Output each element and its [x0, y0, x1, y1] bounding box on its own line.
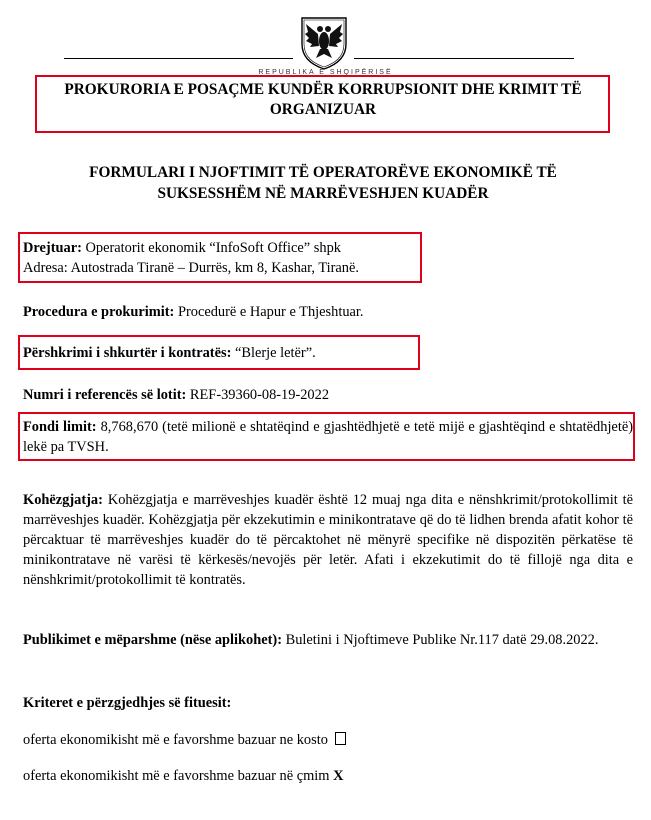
- procedure-label: Procedura e prokurimit:: [23, 304, 175, 320]
- contract-description-label: Përshkrimi i shkurtër i kontratës:: [23, 345, 232, 361]
- address-label: Adresa:: [23, 260, 68, 276]
- duration-value: Kohëzgjatja e marrëveshjes kuadër është 12 muaj nga dita e nënshkrimit/protokollimit të marrëveshjes kuadër. Kohëzgjatja për ekzekutimin e minikontratave që do të lidhen brenda afatit kohor të përcaktuar të marrëveshjes kuadër do të përcaktohet në mënyrë specifike në dispozitën përkatëse të minikontratave në varësi të kërkesës/nevojës për letër. Afati i ekzekutimit do të fillojë nga dita e nënshkrimit/protokollimit të kontratës.: [23, 492, 633, 588]
- addressee-block: [23, 238, 633, 278]
- criteria-label: Kriteret e përzgjedhjes së fituesit:: [23, 695, 232, 711]
- criteria-option-price: [23, 766, 633, 786]
- fund-paragraph: [23, 417, 633, 457]
- albanian-eagle-emblem-icon: [296, 14, 352, 70]
- duration-label: Kohëzgjatja:: [23, 492, 103, 508]
- reference-label: Numri i referencës së lotit:: [23, 387, 187, 403]
- form-title: FORMULARI I NJOFTIMIT TË OPERATORËVE EKONOMIKË TË SUKSESSHËM NË MARRËVESHJEN KUADËR: [89, 164, 557, 202]
- header-rule-right: [354, 58, 574, 59]
- procedure-line: [23, 302, 633, 322]
- fund-label: Fondi limit:: [23, 419, 97, 435]
- address-value: Autostrada Tiranë – Durrës, km 8, Kashar, Tiranë.: [70, 260, 359, 276]
- addressee-line: [23, 238, 633, 258]
- publications-paragraph: [23, 630, 633, 650]
- procedure-value: Procedurë e Hapur e Thjeshtuar.: [177, 304, 364, 320]
- fund-value: 8,768,670 (tetë milionë e shtatëqind e gjashtëdhjetë e tetë mijë e gjashtëqind e shtatëdhjetë) lekë pa TVSH.: [23, 419, 634, 455]
- publications-value: Buletini i Njoftimeve Publike Nr.117 datë 29.08.2022.: [285, 632, 599, 648]
- contract-description-line: [23, 343, 633, 363]
- criteria-option-price-mark: X: [333, 768, 344, 784]
- checkbox-icon: [335, 732, 346, 745]
- criteria-option-price-text: oferta ekonomikisht më e favorshme bazuar në çmim: [23, 768, 330, 784]
- agency-title: PROKURORIA E POSAÇME KUNDËR KORRUPSIONIT DHE KRIMIT TË ORGANIZUAR: [64, 81, 582, 118]
- republic-text: REPUBLIKA E SHQIPËRISË: [258, 69, 393, 76]
- contract-description-value: “Blerje letër”.: [235, 345, 316, 361]
- reference-line: [23, 385, 633, 405]
- publications-label: Publikimet e mëparshme (nëse aplikohet):: [23, 632, 283, 648]
- criteria-heading: [23, 693, 633, 713]
- duration-paragraph: [23, 490, 633, 590]
- addressee-label: Drejtuar:: [23, 240, 82, 256]
- criteria-option-cost: [23, 730, 633, 750]
- addressee-value: Operatorit ekonomik “InfoSoft Office” shpk: [85, 240, 341, 256]
- criteria-option-cost-text: oferta ekonomikisht më e favorshme bazuar ne kosto: [23, 732, 328, 748]
- reference-value: REF-39360-08-19-2022: [189, 387, 330, 403]
- address-line: [23, 258, 633, 278]
- header-rule-left: [64, 58, 293, 59]
